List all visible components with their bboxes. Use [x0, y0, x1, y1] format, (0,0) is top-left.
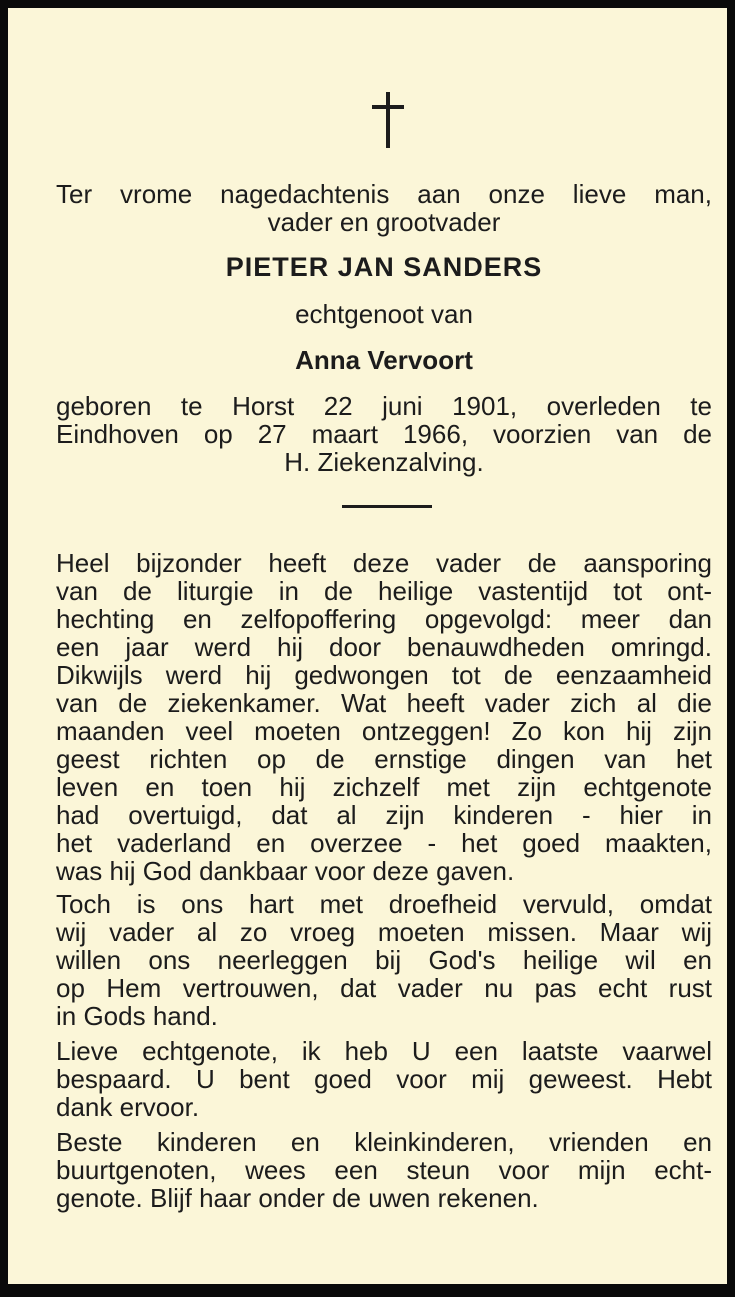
paragraph-3-line: Lieve echtgenote, ik heb U een laatste vaarwel: [56, 1036, 712, 1066]
paragraph-1-line: leven en toen hij zichzelf met zijn echtgenote: [56, 772, 712, 802]
spouse-intro: echtgenoot van: [295, 299, 473, 329]
paragraph-2-line: Toch is ons hart met droefheid vervuld, omdat: [56, 889, 712, 919]
paragraph-4-line: buurtgenoten, wees een steun voor mijn echt-: [56, 1155, 712, 1185]
paragraph-1-line: het vaderland en overzee - het goed maakten,: [56, 828, 712, 858]
paragraph-1-line: Dikwijls werd hij gedwongen tot de eenzaamheid: [56, 660, 712, 690]
intro-line-1: Ter vrome nagedachtenis aan onze lieve man,: [56, 179, 712, 209]
paragraph-1-line: had overtuigd, dat al zijn kinderen - hier in: [56, 800, 712, 830]
life-line-2: Eindhoven op 27 maart 1966, voorzien van de: [56, 419, 712, 449]
life-line-1: geboren te Horst 22 juni 1901, overleden te: [56, 391, 712, 421]
paragraph-1-line: maanden veel moeten ontzeggen! Zo kon hij zijn: [56, 716, 712, 746]
paragraph-2-line: op Hem vertrouwen, dat vader nu pas echt rust: [56, 973, 712, 1003]
paragraph-1-line: van de ziekenkamer. Wat heeft vader zich al die: [56, 688, 712, 718]
paragraph-1-line: hechting en zelfopoffering opgevolgd: meer dan: [56, 604, 712, 634]
paragraph-2-line: in Gods hand.: [56, 1001, 218, 1031]
paragraph-1-line: van de liturgie in de heilige vastentijd tot ont-: [56, 576, 712, 606]
divider-rule: [342, 505, 432, 508]
paragraph-2-line: willen ons neerleggen bij God's heilige wil en: [56, 945, 712, 975]
paragraph-1-line: een jaar werd hij door benauwdheden omringd.: [56, 632, 712, 662]
paragraph-3-line: bespaard. U bent goed voor mij geweest. Hebt: [56, 1064, 712, 1094]
paragraph-2-line: wij vader al zo vroeg moeten missen. Maar wij: [56, 917, 712, 947]
paragraph-3-line: dank ervoor.: [56, 1092, 200, 1122]
latin-cross-icon: [372, 92, 404, 148]
paragraph-1-line: Heel bijzonder heeft deze vader de aansporing: [56, 548, 712, 578]
deceased-name: PIETER JAN SANDERS: [225, 252, 543, 282]
paragraph-1-line: geest richten op de ernstige dingen van het: [56, 744, 712, 774]
memorial-card: [8, 8, 727, 1284]
paragraph-4-line: Beste kinderen en kleinkinderen, vrienden en: [56, 1127, 712, 1157]
spouse-name: Anna Vervoort: [295, 345, 473, 375]
life-line-3: H. Ziekenzalving.: [284, 447, 484, 477]
paragraph-1-line: was hij God dankbaar voor deze gaven.: [56, 856, 515, 886]
intro-line-2: vader en grootvader: [267, 207, 501, 237]
paragraph-4-line: genote. Blijf haar onder de uwen rekenen.: [56, 1183, 539, 1213]
